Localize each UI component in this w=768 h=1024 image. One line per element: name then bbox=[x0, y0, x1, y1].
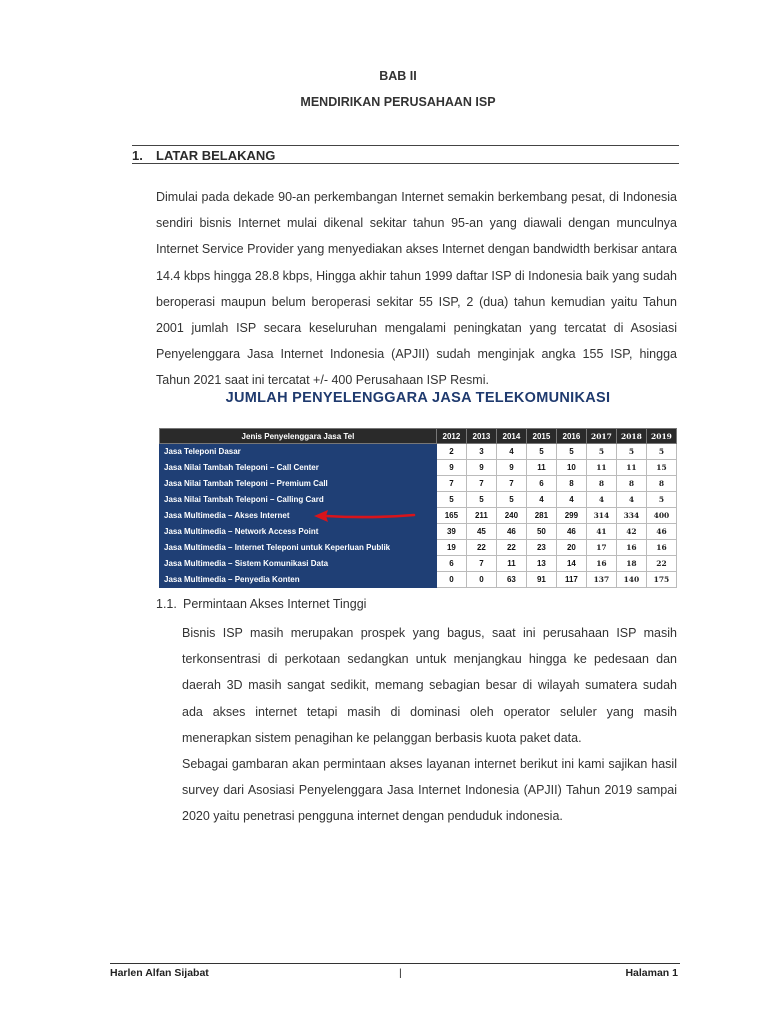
table-title: JUMLAH PENYELENGGARA JASA TELEKOMUNIKASI bbox=[225, 390, 611, 406]
table-cell-value: 11 bbox=[526, 460, 556, 476]
table-cell-value: 18 bbox=[616, 556, 646, 572]
table-cell-value: 4 bbox=[586, 492, 616, 508]
table-cell-service: Jasa Multimedia – Akses Internet bbox=[160, 508, 437, 524]
table-cell-value: 11 bbox=[616, 460, 646, 476]
table-cell-value: 39 bbox=[436, 524, 466, 540]
table-cell-value: 63 bbox=[496, 572, 526, 588]
table-cell-value: 42 bbox=[616, 524, 646, 540]
table-cell-value: 23 bbox=[526, 540, 556, 556]
table-cell-value: 0 bbox=[466, 572, 496, 588]
table-cell-value: 8 bbox=[556, 476, 586, 492]
subsection-heading bbox=[156, 597, 366, 611]
footer-divider bbox=[110, 963, 680, 964]
table-cell-value: 5 bbox=[646, 492, 676, 508]
table-cell-value: 16 bbox=[646, 540, 676, 556]
table-cell-value: 9 bbox=[496, 460, 526, 476]
table-cell-value: 240 bbox=[496, 508, 526, 524]
table-cell-value: 9 bbox=[436, 460, 466, 476]
table-cell-service: Jasa Multimedia – Sistem Komunikasi Data bbox=[160, 556, 437, 572]
table-cell-value: 5 bbox=[646, 444, 676, 460]
table-cell-value: 19 bbox=[436, 540, 466, 556]
footer-page-label: Halaman bbox=[625, 967, 670, 979]
table-cell-value: 5 bbox=[586, 444, 616, 460]
table-cell-value: 165 bbox=[436, 508, 466, 524]
table-row bbox=[160, 540, 677, 556]
red-arrow-annotation bbox=[300, 506, 420, 524]
table-cell-value: 211 bbox=[466, 508, 496, 524]
table-cell-value: 334 bbox=[616, 508, 646, 524]
chapter-title: MENDIRIKAN PERUSAHAAN ISP bbox=[300, 95, 496, 109]
table-cell-value: 7 bbox=[466, 476, 496, 492]
table-cell-value: 5 bbox=[466, 492, 496, 508]
footer-page bbox=[625, 967, 678, 979]
arrow-shaft bbox=[326, 515, 414, 517]
table-cell-service: Jasa Nilai Tambah Teleponi – Premium Call bbox=[160, 476, 437, 492]
table-cell-value: 22 bbox=[496, 540, 526, 556]
table-cell-value: 4 bbox=[616, 492, 646, 508]
table-cell-value: 91 bbox=[526, 572, 556, 588]
table-row bbox=[160, 572, 677, 588]
table-cell-value: 46 bbox=[556, 524, 586, 540]
table-cell-value: 117 bbox=[556, 572, 586, 588]
table-cell-value: 16 bbox=[616, 540, 646, 556]
table-cell-value: 5 bbox=[526, 444, 556, 460]
table-cell-value: 11 bbox=[586, 460, 616, 476]
table-cell-value: 50 bbox=[526, 524, 556, 540]
table-cell-value: 4 bbox=[526, 492, 556, 508]
table-cell-service: Jasa Multimedia – Internet Teleponi untuk Keperluan Publik bbox=[160, 540, 437, 556]
paragraph-body bbox=[182, 620, 677, 830]
section-heading bbox=[132, 145, 679, 164]
table-cell-value: 17 bbox=[586, 540, 616, 556]
table-cell-value: 0 bbox=[436, 572, 466, 588]
paragraph-survey-intro: Sebagai gambaran akan permintaan akses layanan internet berikut ini kami sajikan hasil survey dari Asosiasi Penyelenggara Jasa Internet Indonesia (APJII) Tahun 2019 sampai 2020 yaitu penetrasi pengguna internet dengan penduduk indonesia. bbox=[182, 757, 677, 824]
footer-separator: | bbox=[399, 967, 402, 979]
table-cell-value: 45 bbox=[466, 524, 496, 540]
table-header-row bbox=[160, 429, 677, 444]
table-cell-value: 15 bbox=[646, 460, 676, 476]
section-title: LATAR BELAKANG bbox=[156, 148, 276, 163]
table-cell-value: 11 bbox=[496, 556, 526, 572]
table-header-year: 2015 bbox=[526, 429, 556, 444]
table-cell-value: 5 bbox=[436, 492, 466, 508]
table-cell-value: 3 bbox=[466, 444, 496, 460]
table-header-year: 2012 bbox=[436, 429, 466, 444]
table-cell-value: 5 bbox=[556, 444, 586, 460]
subsection-number: 1.1. bbox=[156, 597, 177, 611]
table-header-year: 2014 bbox=[496, 429, 526, 444]
table-cell-value: 7 bbox=[436, 476, 466, 492]
table-cell-service: Jasa Multimedia – Network Access Point bbox=[160, 524, 437, 540]
table-cell-value: 14 bbox=[556, 556, 586, 572]
table-header-category: Jenis Penyelenggara Jasa Tel bbox=[160, 429, 437, 444]
table-cell-value: 46 bbox=[496, 524, 526, 540]
table-cell-value: 8 bbox=[586, 476, 616, 492]
table-cell-service: Jasa Teleponi Dasar bbox=[160, 444, 437, 460]
table-row bbox=[160, 524, 677, 540]
table-cell-value: 46 bbox=[646, 524, 676, 540]
table-header-year: 2016 bbox=[556, 429, 586, 444]
table-header-year: 2019 bbox=[646, 429, 676, 444]
table-cell-value: 20 bbox=[556, 540, 586, 556]
table-cell-value: 22 bbox=[646, 556, 676, 572]
table-cell-value: 7 bbox=[496, 476, 526, 492]
table-cell-value: 314 bbox=[586, 508, 616, 524]
table-cell-service: Jasa Multimedia – Penyedia Konten bbox=[160, 572, 437, 588]
table-cell-value: 5 bbox=[496, 492, 526, 508]
table-cell-value: 6 bbox=[526, 476, 556, 492]
table-cell-value: 4 bbox=[496, 444, 526, 460]
chapter-label: BAB II bbox=[379, 69, 417, 83]
table-cell-value: 13 bbox=[526, 556, 556, 572]
table-cell-service: Jasa Nilai Tambah Teleponi – Call Center bbox=[160, 460, 437, 476]
table-cell-value: 4 bbox=[556, 492, 586, 508]
footer-author: Harlen Alfan Sijabat bbox=[110, 967, 209, 979]
table-cell-value: 281 bbox=[526, 508, 556, 524]
table-cell-value: 10 bbox=[556, 460, 586, 476]
table-row bbox=[160, 444, 677, 460]
table-cell-value: 140 bbox=[616, 572, 646, 588]
table-cell-value: 137 bbox=[586, 572, 616, 588]
arrow-head bbox=[314, 510, 328, 522]
table-cell-value: 8 bbox=[616, 476, 646, 492]
table-cell-value: 16 bbox=[586, 556, 616, 572]
footer-page-number: 1 bbox=[672, 967, 678, 979]
table-row bbox=[160, 460, 677, 476]
paragraph-isp-prospect: Bisnis ISP masih merupakan prospek yang bagus, saat ini perusahaan ISP masih terkonsentrasi di perkotaan sedangkan untuk menjangkau hingga ke pedesaan dan daerah 3D masih sangat sedikit, memang sebagian besar di wilayah sumatera sudah ada akses internet tetapi masih di dominasi oleh operator seluler yang masih menerapkan sistem penagihan ke pelanggan berbasis kuota paket data. bbox=[182, 626, 677, 745]
table-cell-value: 299 bbox=[556, 508, 586, 524]
table-cell-value: 9 bbox=[466, 460, 496, 476]
table-cell-value: 8 bbox=[646, 476, 676, 492]
table-cell-value: 2 bbox=[436, 444, 466, 460]
table-row bbox=[160, 556, 677, 572]
table-cell-value: 5 bbox=[616, 444, 646, 460]
table-cell-value: 6 bbox=[436, 556, 466, 572]
table-header-year: 2018 bbox=[616, 429, 646, 444]
table-cell-value: 400 bbox=[646, 508, 676, 524]
table-cell-value: 22 bbox=[466, 540, 496, 556]
paragraph-intro: Dimulai pada dekade 90-an perkembangan Internet semakin berkembang pesat, di Indonesia sendiri bisnis Internet mulai dikenal sekitar tahun 95-an yang diawali dengan munculnya Internet Service Provider yang menyediakan akses Internet dengan bandwidth berkisar antara 14.4 kbps hingga 28.8 kbps, Hingga akhir tahun 1999 daftar ISP di Indonesia baik yang sudah beroperasi maupun belum beroperasi sekitar 55 ISP, 2 (dua) tahun kemudian yaitu Tahun 2001 jumlah ISP secara keseluruhan mengalami peningkatan yang tercatat di Asosiasi Penyelenggara Jasa Internet Indonesia (APJII) sudah menginjak angka 155 ISP, hingga Tahun 2021 saat ini tercatat +/- 400 Perusahaan ISP Resmi. bbox=[156, 190, 677, 388]
table-cell-service: Jasa Nilai Tambah Teleponi – Calling Card bbox=[160, 492, 437, 508]
table-cell-value: 175 bbox=[646, 572, 676, 588]
table-row bbox=[160, 476, 677, 492]
table-header-year: 2013 bbox=[466, 429, 496, 444]
section-number: 1. bbox=[132, 148, 143, 163]
table-cell-value: 41 bbox=[586, 524, 616, 540]
subsection-title: Permintaan Akses Internet Tinggi bbox=[183, 597, 367, 611]
table-header-year: 2017 bbox=[586, 429, 616, 444]
table-cell-value: 7 bbox=[466, 556, 496, 572]
